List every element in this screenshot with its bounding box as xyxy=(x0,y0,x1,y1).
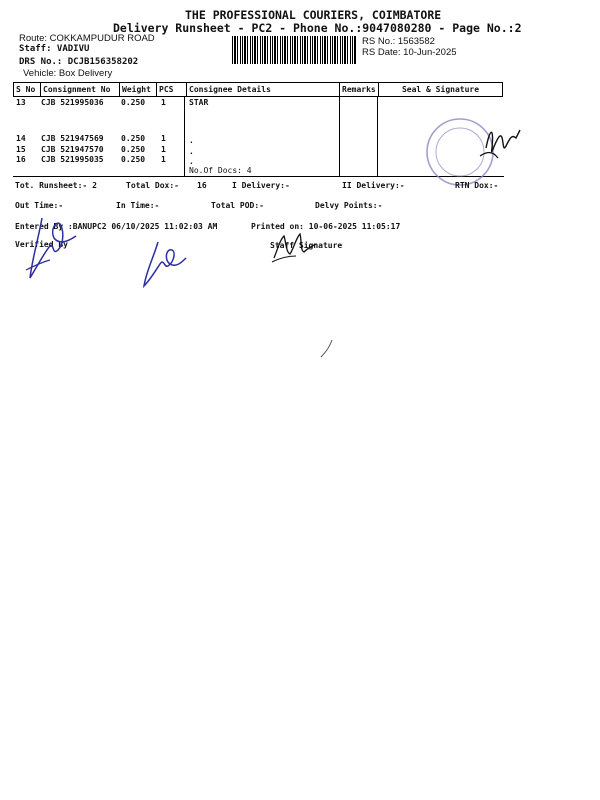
out-time: Out Time:- xyxy=(15,201,64,210)
col-consignment: Consignment No xyxy=(41,83,120,97)
row-sno: 15 xyxy=(16,145,26,154)
row-weight: 0.250 xyxy=(121,98,146,107)
row-consignment: CJB 521995035 xyxy=(41,155,104,164)
row-weight: 0.250 xyxy=(121,155,146,164)
row-weight: 0.250 xyxy=(121,145,146,154)
pen-mark xyxy=(318,338,336,360)
rs-number: RS No.: 1563582 xyxy=(362,36,435,47)
col-sno: S No xyxy=(14,83,41,97)
divider xyxy=(339,96,340,176)
col-consignee: Consignee Details xyxy=(187,83,340,97)
row-pcs: 1 xyxy=(161,134,166,143)
col-weight: Weight xyxy=(120,83,157,97)
runsheet-subtitle: Delivery Runsheet - PC2 - Phone No.:9047080280 - Page No.:2 xyxy=(113,21,522,35)
total-dox-label: Total Dox:- xyxy=(126,181,179,190)
row-sno: 14 xyxy=(16,134,26,143)
row-pcs: 1 xyxy=(161,155,166,164)
row-consignee: . xyxy=(189,147,194,156)
row-consignment: CJB 521947569 xyxy=(41,134,104,143)
vehicle-label: Vehicle: Box Delivery xyxy=(23,68,113,79)
in-time: In Time:- xyxy=(116,201,160,210)
rtn-dox: RTN Dox:- xyxy=(455,181,499,190)
i-delivery: I Delivery:- xyxy=(232,181,290,190)
row-pcs: 1 xyxy=(161,98,166,107)
verified-by: Verified By xyxy=(15,240,68,249)
barcode xyxy=(232,36,356,64)
staff-signature-label: Staff Signature xyxy=(270,241,343,250)
row-consignment: CJB 521947570 xyxy=(41,145,104,154)
row-weight: 0.250 xyxy=(121,134,146,143)
printed-on: Printed on: 10-06-2025 11:05:17 xyxy=(251,222,401,231)
verified-signature xyxy=(20,210,80,285)
row-sno: 13 xyxy=(16,98,26,107)
verified-signature-2 xyxy=(138,238,188,293)
rs-date: RS Date: 10-Jun-2025 xyxy=(362,47,457,58)
delvy-points: Delvy Points:- xyxy=(315,201,383,210)
no-of-docs: No.Of Docs: 4 xyxy=(189,166,252,175)
drs-number: DRS No.: DCJB156358202 xyxy=(19,57,139,67)
row-consignee: . xyxy=(189,136,194,145)
total-pod: Total POD:- xyxy=(211,201,264,210)
row-sno: 16 xyxy=(16,155,26,164)
runsheet-table-header xyxy=(13,82,503,97)
total-dox-value: 16 xyxy=(197,181,207,190)
row-consignee: STAR xyxy=(189,98,209,107)
company-title: THE PROFESSIONAL COURIERS, COIMBATORE xyxy=(185,8,442,22)
route-label: Route: COKKAMPUDUR ROAD xyxy=(19,33,155,44)
divider xyxy=(184,96,185,176)
row-consignee: . xyxy=(189,157,194,166)
staff-label: Staff: VADIVU xyxy=(19,44,90,54)
entered-by: Entered By :BANUPC2 06/10/2025 11:02:03 AM xyxy=(15,222,218,231)
col-seal-signature: Seal & Signature xyxy=(379,83,503,97)
row-consignment: CJB 521995036 xyxy=(41,98,104,107)
staff-signature xyxy=(268,228,318,268)
ii-delivery: II Delivery:- xyxy=(342,181,405,190)
col-pcs: PCS xyxy=(157,83,187,97)
col-remarks: Remarks xyxy=(340,83,379,97)
tot-runsheet: Tot. Runsheet:- 2 xyxy=(15,181,97,190)
divider xyxy=(377,96,378,176)
row-pcs: 1 xyxy=(161,145,166,154)
